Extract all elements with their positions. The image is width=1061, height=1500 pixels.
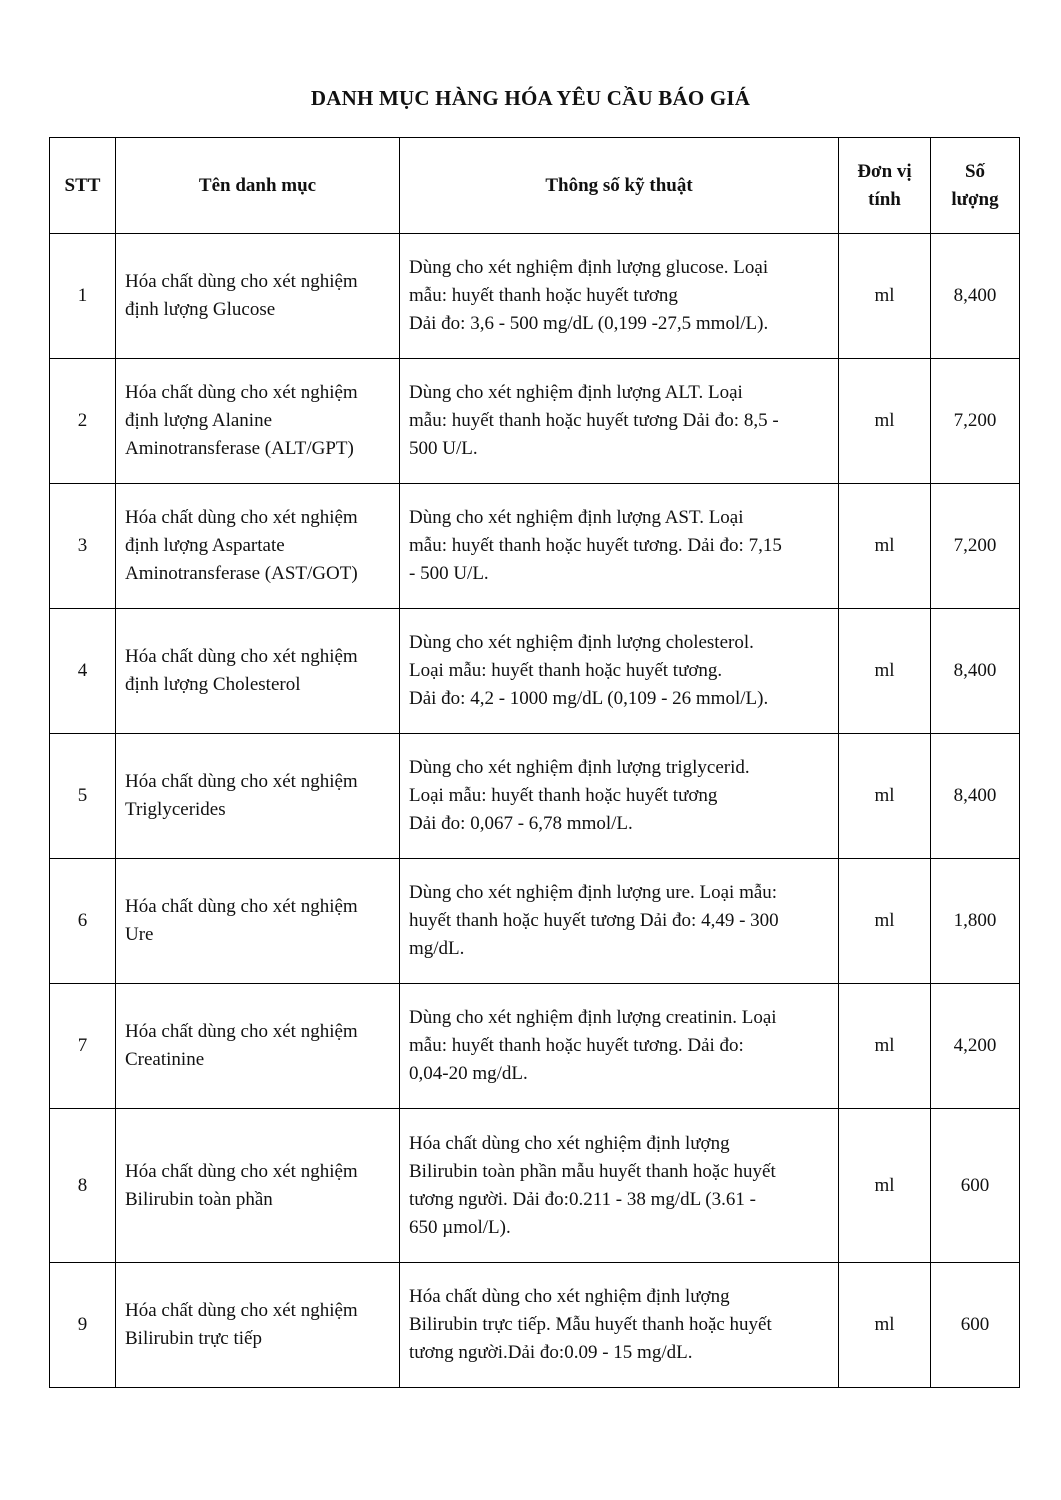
cell-name-line: Hóa chất dùng cho xét nghiệm (125, 507, 358, 528)
table-row (50, 734, 1020, 859)
quotation-table (49, 137, 1020, 1388)
cell-spec-line: Dùng cho xét nghiệm định lượng ure. Loại mẫu: (409, 882, 778, 903)
cell-spec (400, 234, 839, 359)
cell-name-line: Aminotransferase (ALT/GPT) (125, 438, 354, 459)
header-name: Tên danh mục (116, 138, 400, 234)
cell-name (116, 859, 400, 984)
cell-spec-line: Bilirubin toàn phần mẫu huyết thanh hoặc huyết (409, 1160, 776, 1182)
cell-qty: 7,200 (931, 484, 1020, 609)
cell-qty: 4,200 (931, 984, 1020, 1109)
cell-spec-line: huyết thanh hoặc huyết tương Dải đo: 4,49 - 300 (409, 910, 779, 931)
cell-name-line: Hóa chất dùng cho xét nghiệm (125, 382, 358, 403)
table-row (50, 484, 1020, 609)
cell-stt: 9 (50, 1263, 116, 1388)
cell-spec (400, 1109, 839, 1263)
cell-stt: 7 (50, 984, 116, 1109)
cell-spec-line: mẫu: huyết thanh hoặc huyết tương (409, 285, 678, 306)
cell-spec-line: mẫu: huyết thanh hoặc huyết tương. Dải đo: 7,15 (409, 535, 782, 556)
cell-name-line: Hóa chất dùng cho xét nghiệm (125, 271, 358, 292)
cell-stt: 8 (50, 1109, 116, 1263)
cell-name-line: Hóa chất dùng cho xét nghiệm (125, 1021, 358, 1042)
cell-spec-line: Dải đo: 3,6 - 500 mg/dL (0,199 -27,5 mmol/L). (409, 313, 769, 334)
cell-name-line: định lượng Cholesterol (125, 674, 301, 695)
table-header-row (50, 138, 1020, 234)
cell-qty: 8,400 (931, 234, 1020, 359)
cell-name-line: Hóa chất dùng cho xét nghiệm (125, 1300, 358, 1321)
cell-spec-line: mẫu: huyết thanh hoặc huyết tương Dải đo: 8,5 - (409, 410, 779, 431)
cell-unit: ml (839, 484, 931, 609)
cell-unit: ml (839, 234, 931, 359)
cell-spec-line: mẫu: huyết thanh hoặc huyết tương. Dải đo: (409, 1035, 744, 1056)
cell-stt: 2 (50, 359, 116, 484)
cell-unit: ml (839, 1109, 931, 1263)
cell-spec-line: tương người.Dải đo:0.09 - 15 mg/dL. (409, 1342, 693, 1363)
cell-qty: 600 (931, 1109, 1020, 1263)
cell-spec-line: - 500 U/L. (409, 563, 489, 584)
cell-spec (400, 359, 839, 484)
cell-name (116, 609, 400, 734)
cell-name-line: Hóa chất dùng cho xét nghiệm (125, 1160, 358, 1182)
table-row (50, 359, 1020, 484)
cell-name-line: Aminotransferase (AST/GOT) (125, 563, 358, 584)
cell-spec-line: Dải đo: 4,2 - 1000 mg/dL (0,109 - 26 mmol/L). (409, 688, 769, 709)
cell-stt: 6 (50, 859, 116, 984)
table-row (50, 234, 1020, 359)
cell-stt: 4 (50, 609, 116, 734)
cell-name-line: Bilirubin trực tiếp (125, 1328, 262, 1349)
cell-qty: 1,800 (931, 859, 1020, 984)
cell-name-line: Creatinine (125, 1049, 205, 1070)
cell-name-line: định lượng Aspartate (125, 535, 285, 556)
cell-name-line: Hóa chất dùng cho xét nghiệm (125, 646, 358, 667)
cell-spec (400, 734, 839, 859)
cell-stt: 3 (50, 484, 116, 609)
header-qty (931, 138, 1020, 234)
cell-name-line: Triglycerides (125, 799, 226, 820)
table-row (50, 859, 1020, 984)
cell-name-line: Hóa chất dùng cho xét nghiệm (125, 771, 358, 792)
cell-spec-line: Dùng cho xét nghiệm định lượng glucose. Loại (409, 257, 769, 278)
cell-name (116, 984, 400, 1109)
cell-qty: 8,400 (931, 609, 1020, 734)
cell-unit: ml (839, 609, 931, 734)
cell-spec-line: Loại mẫu: huyết thanh hoặc huyết tương (409, 785, 718, 806)
cell-spec (400, 484, 839, 609)
header-qty-line-1: Số (964, 160, 986, 182)
cell-unit: ml (839, 984, 931, 1109)
cell-spec-line: Hóa chất dùng cho xét nghiệm định lượng (409, 1132, 730, 1154)
cell-name-line: định lượng Glucose (125, 299, 276, 320)
cell-name (116, 359, 400, 484)
cell-spec-line: mg/dL. (409, 938, 465, 959)
cell-name-line: Hóa chất dùng cho xét nghiệm (125, 896, 358, 917)
cell-name (116, 1109, 400, 1263)
cell-spec-line: Dùng cho xét nghiệm định lượng creatinin. Loại (409, 1007, 777, 1028)
cell-unit: ml (839, 734, 931, 859)
table-row (50, 609, 1020, 734)
cell-spec-line: Dùng cho xét nghiệm định lượng AST. Loại (409, 507, 744, 528)
cell-name-line: Bilirubin toàn phần (125, 1188, 273, 1210)
cell-spec-line: Dùng cho xét nghiệm định lượng ALT. Loại (409, 382, 743, 403)
document-title: DANH MỤC HÀNG HÓA YÊU CẦU BÁO GIÁ (310, 86, 751, 110)
cell-name-line: định lượng Alanine (125, 410, 272, 431)
cell-spec (400, 609, 839, 734)
header-unit-line-1: Đơn vị (857, 160, 912, 182)
cell-qty: 8,400 (931, 734, 1020, 859)
cell-name (116, 734, 400, 859)
cell-spec (400, 1263, 839, 1388)
cell-spec-line: Loại mẫu: huyết thanh hoặc huyết tương. (409, 660, 723, 681)
cell-qty: 600 (931, 1263, 1020, 1388)
cell-stt: 5 (50, 734, 116, 859)
cell-name (116, 234, 400, 359)
cell-spec (400, 984, 839, 1109)
cell-spec-line: 650 µmol/L). (409, 1216, 511, 1238)
cell-spec-line: tương người. Dải đo:0.211 - 38 mg/dL (3.61 - (409, 1188, 756, 1210)
cell-unit: ml (839, 359, 931, 484)
header-spec: Thông số kỹ thuật (400, 138, 839, 234)
cell-spec-line: Bilirubin trực tiếp. Mẫu huyết thanh hoặc huyết (409, 1314, 772, 1335)
cell-name-line: Ure (125, 924, 154, 945)
header-qty-line-2: lượng (951, 188, 999, 210)
table-row (50, 1263, 1020, 1388)
cell-unit: ml (839, 1263, 931, 1388)
table-row (50, 1109, 1020, 1263)
header-stt: STT (50, 138, 116, 234)
table-row (50, 984, 1020, 1109)
header-unit (839, 138, 931, 234)
cell-spec-line: Dải đo: 0,067 - 6,78 mmol/L. (409, 813, 633, 834)
cell-spec-line: Dùng cho xét nghiệm định lượng cholesterol. (409, 632, 754, 653)
cell-name (116, 484, 400, 609)
cell-spec-line: Dùng cho xét nghiệm định lượng triglycerid. (409, 757, 750, 778)
cell-spec (400, 859, 839, 984)
cell-name (116, 1263, 400, 1388)
cell-stt: 1 (50, 234, 116, 359)
header-unit-line-2: tính (868, 188, 901, 210)
cell-spec-line: Hóa chất dùng cho xét nghiệm định lượng (409, 1286, 730, 1307)
cell-spec-line: 500 U/L. (409, 438, 478, 459)
cell-spec-line: 0,04-20 mg/dL. (409, 1063, 528, 1084)
cell-qty: 7,200 (931, 359, 1020, 484)
cell-unit: ml (839, 859, 931, 984)
